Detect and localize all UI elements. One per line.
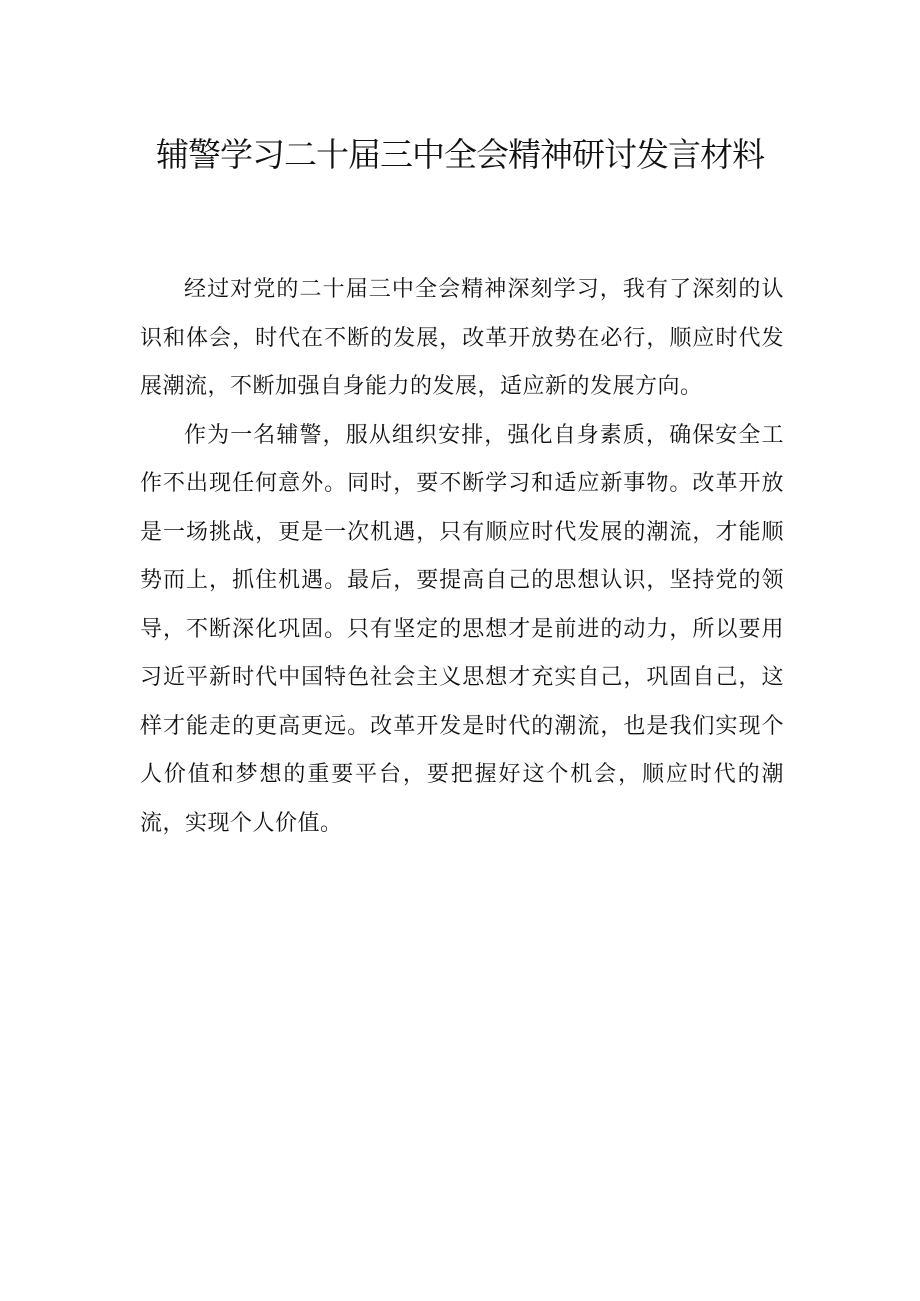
document-title: 辅警学习二十届三中全会精神研讨发言材料 [156,135,764,174]
paragraph-1: 经过对党的二十届三中全会精神深刻学习，我有了深刻的认识和体会，时代在不断的发展，改革开放势在必行，顺应时代发展潮流，不断加强自身能力的发展，适应新的发展方向。 [140,277,784,399]
document-body [140,266,784,848]
paragraph-2: 作为一名辅警，服从组织安排，强化自身素质，确保安全工作不出现任何意外。同时，要不断学习和适应新事物。改革开放是一场挑战，更是一次机遇，只有顺应时代发展的潮流，才能顺势而上，抓住机遇。最后，要提高自己的思想认识，坚持党的领导，不断深化巩固。只有坚定的思想才是前进的动力，所以要用习近平新时代中国特色社会主义思想才充实自己，巩固自己，这样才能走的更高更远。改革开发是时代的潮流，也是我们实现个人价值和梦想的重要平台，要把握好这个机会，顺应时代的潮流，实现个人价值。 [140,422,784,836]
